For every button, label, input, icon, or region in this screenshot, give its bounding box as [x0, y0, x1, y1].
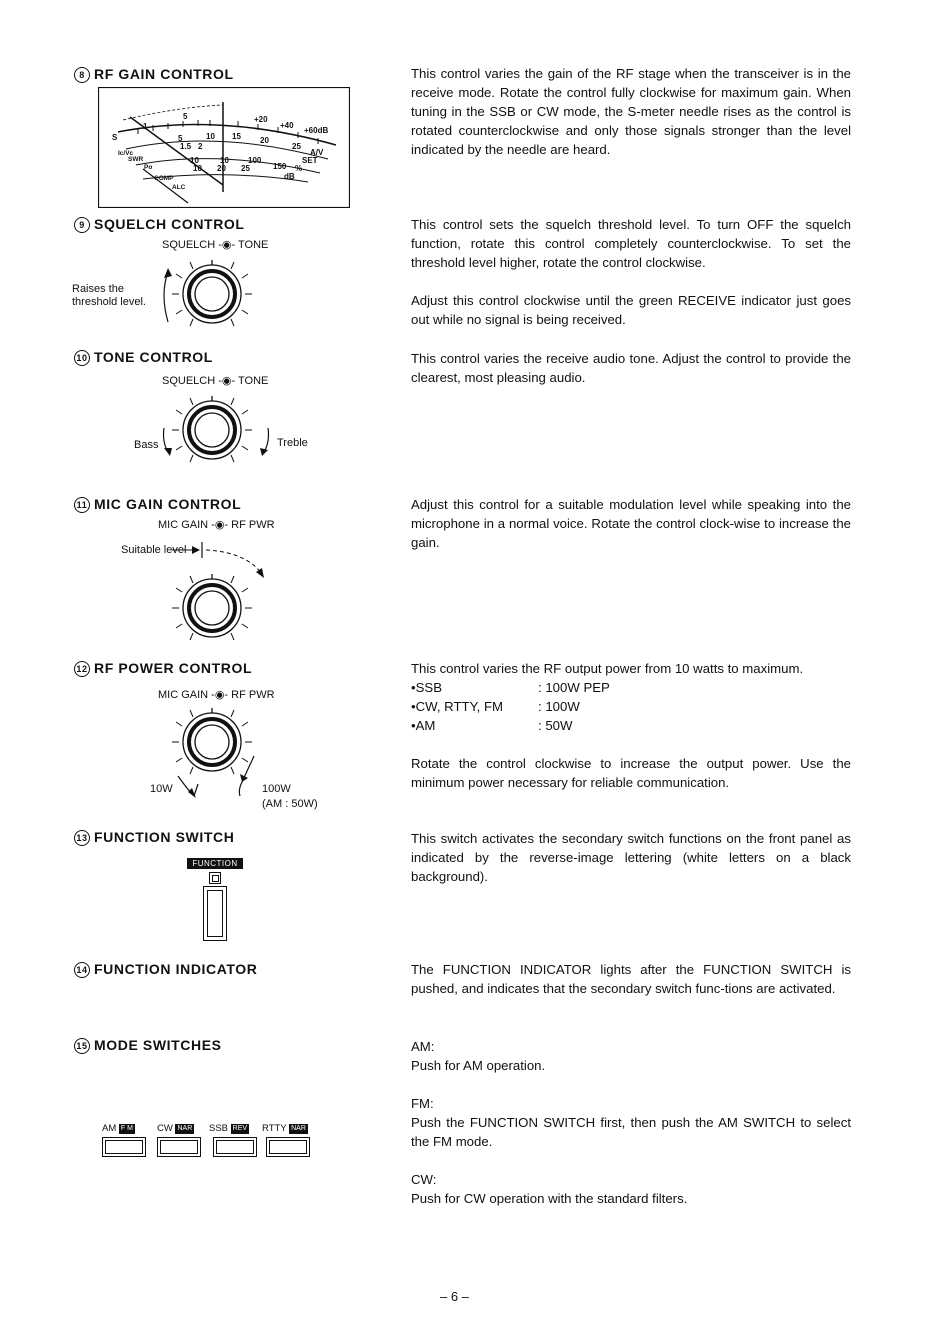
function-indicator-section	[74, 961, 374, 978]
svg-text:10: 10	[193, 164, 202, 173]
tone-section	[74, 349, 374, 366]
meter-s-label: S	[112, 133, 118, 142]
s-meter-diagram	[98, 87, 350, 208]
mode-switches-heading: 15 MODE SWITCHES	[74, 1037, 374, 1054]
svg-text:Ic/Vc: Ic/Vc	[118, 150, 134, 157]
svg-text:20: 20	[260, 136, 269, 145]
rf-power-knob-icon	[158, 700, 270, 800]
svg-text:150: 150	[273, 162, 287, 171]
rf-power-knob-label: MIC GAIN -◉- RF PWR	[158, 689, 275, 701]
svg-text:5: 5	[183, 112, 188, 121]
mode-switches-description: AM: Push for AM operation. FM: Push the FUNCTION SWITCH first, then push the AM SWITCH to select the FM mode. CW: Push for CW operation with the standard filters.	[411, 1039, 851, 1206]
svg-text:+40: +40	[280, 121, 294, 130]
squelch-heading: 9 SQUELCH CONTROL	[74, 216, 374, 233]
section-number: 8	[74, 67, 90, 83]
svg-text:100: 100	[248, 156, 262, 165]
function-indicator-description: The FUNCTION INDICATOR lights after the FUNCTION SWITCH is pushed, and indicates that the secondary switch func-tions are activated.	[411, 962, 851, 996]
svg-text:%: %	[295, 164, 303, 173]
mode-switch-am[interactable]: AM F M	[102, 1123, 150, 1157]
svg-text:COMP: COMP	[154, 175, 174, 182]
svg-text:10: 10	[206, 132, 215, 141]
svg-text:5: 5	[178, 134, 183, 143]
svg-text:1.5: 1.5	[180, 142, 192, 151]
function-switch-button[interactable]	[203, 886, 227, 941]
tone-description: This control varies the receive audio tone. Adjust the control to provide the clearest, most pleasing audio.	[411, 351, 851, 385]
mode-switch-ssb[interactable]: SSB REV	[209, 1123, 261, 1157]
spec-row-am: •AM : 50W	[411, 718, 573, 733]
svg-text:ALC: ALC	[172, 184, 186, 191]
mic-gain-section	[74, 496, 374, 513]
svg-text:10: 10	[220, 156, 229, 165]
tone-knob-label: SQUELCH -◉- TONE	[162, 375, 269, 387]
function-indicator-heading: 14 FUNCTION INDICATOR	[74, 961, 374, 978]
mode-switches-section	[74, 1037, 374, 1054]
rf-gain-heading: 8 RF GAIN CONTROL	[74, 66, 374, 83]
mode-switch-cw[interactable]: CW NAR	[157, 1123, 205, 1157]
spec-row-cw-rtty-fm: •CW, RTTY, FM : 100W	[411, 699, 580, 714]
rf-power-am-label: (AM : 50W)	[262, 798, 318, 810]
mode-switch-rtty[interactable]: RTTY NAR	[262, 1123, 320, 1157]
squelch-section	[74, 216, 374, 233]
rf-power-max-label: 100W	[262, 783, 291, 795]
rf-power-min-label: 10W	[150, 783, 173, 795]
svg-text:Po: Po	[144, 164, 153, 171]
svg-text:25: 25	[292, 142, 301, 151]
svg-text:25: 25	[241, 164, 250, 173]
function-switch-label: FUNCTION	[187, 858, 243, 869]
function-switch-section	[74, 829, 374, 846]
rf-gain-description: This control varies the gain of the RF stage when the transceiver is in the receive mode. Rotate the control fully clockwise for maximum gain. When tuning in the SSB or CW mode, the S-meter needle rises as the control is rotated counterclockwise and only those signals stronger than the level indicated by the needle are heard.	[411, 66, 851, 157]
tone-heading: 10 TONE CONTROL	[74, 349, 374, 366]
function-switch-heading: 13 FUNCTION SWITCH	[74, 829, 374, 846]
squelch-side-label: Raises the threshold level.	[72, 283, 146, 308]
mic-gain-level-label: Suitable level	[121, 544, 187, 556]
squelch-knob-label: SQUELCH -◉- TONE	[162, 239, 269, 251]
squelch-knob-icon	[158, 252, 270, 336]
tone-bass-label: Bass	[134, 439, 159, 451]
tone-treble-label: Treble	[277, 437, 308, 449]
mic-gain-heading: 11 MIC GAIN CONTROL	[74, 496, 374, 513]
rf-gain-section	[74, 66, 374, 83]
rf-power-description: This control varies the RF output power from 10 watts to maximum. •SSB : 100W PEP •CW, RTTY, FM : 100W •AM : 50W Rotate the control clockwise to increase the output power. Use the minimum power necessary for reliable communication.	[411, 661, 851, 790]
tone-knob-icon	[158, 388, 270, 472]
svg-text:15: 15	[232, 132, 241, 141]
rf-power-heading: 12 RF POWER CONTROL	[74, 660, 374, 677]
svg-text:+20: +20	[254, 115, 268, 124]
squelch-description: This control sets the squelch threshold level. To turn OFF the squelch function, rotate this control completely counterclockwise. To set the threshold level higher, rotate the control clockwise. Adjust this control clockwise until the green RECEIVE indicator just goes out while no signal is being received.	[411, 217, 851, 327]
mic-gain-knob-label: MIC GAIN -◉- RF PWR	[158, 519, 275, 531]
svg-text:SET: SET	[302, 156, 318, 165]
function-switch-description: This switch activates the secondary switch functions on the front panel as indicated by the reverse-image lettering (white letters on a black background).	[411, 831, 851, 884]
function-indicator-lamp	[209, 872, 221, 884]
svg-text:2: 2	[198, 142, 203, 151]
svg-text:1: 1	[143, 122, 148, 131]
mic-gain-knob-icon	[158, 540, 270, 652]
svg-text:20: 20	[217, 164, 226, 173]
svg-text:SWR: SWR	[128, 156, 144, 163]
spec-row-ssb: •SSB : 100W PEP	[411, 680, 610, 695]
svg-text:dB: dB	[284, 172, 295, 181]
svg-text:+60dB: +60dB	[304, 126, 329, 135]
svg-text:10: 10	[190, 156, 199, 165]
page-number: – 6 –	[440, 1289, 469, 1304]
svg-text:A/V: A/V	[310, 148, 324, 157]
rf-power-section	[74, 660, 374, 677]
mic-gain-description: Adjust this control for a suitable modulation level while speaking into the microphone in a normal voice. Rotate the control clock-wise to increase the gain.	[411, 497, 851, 550]
